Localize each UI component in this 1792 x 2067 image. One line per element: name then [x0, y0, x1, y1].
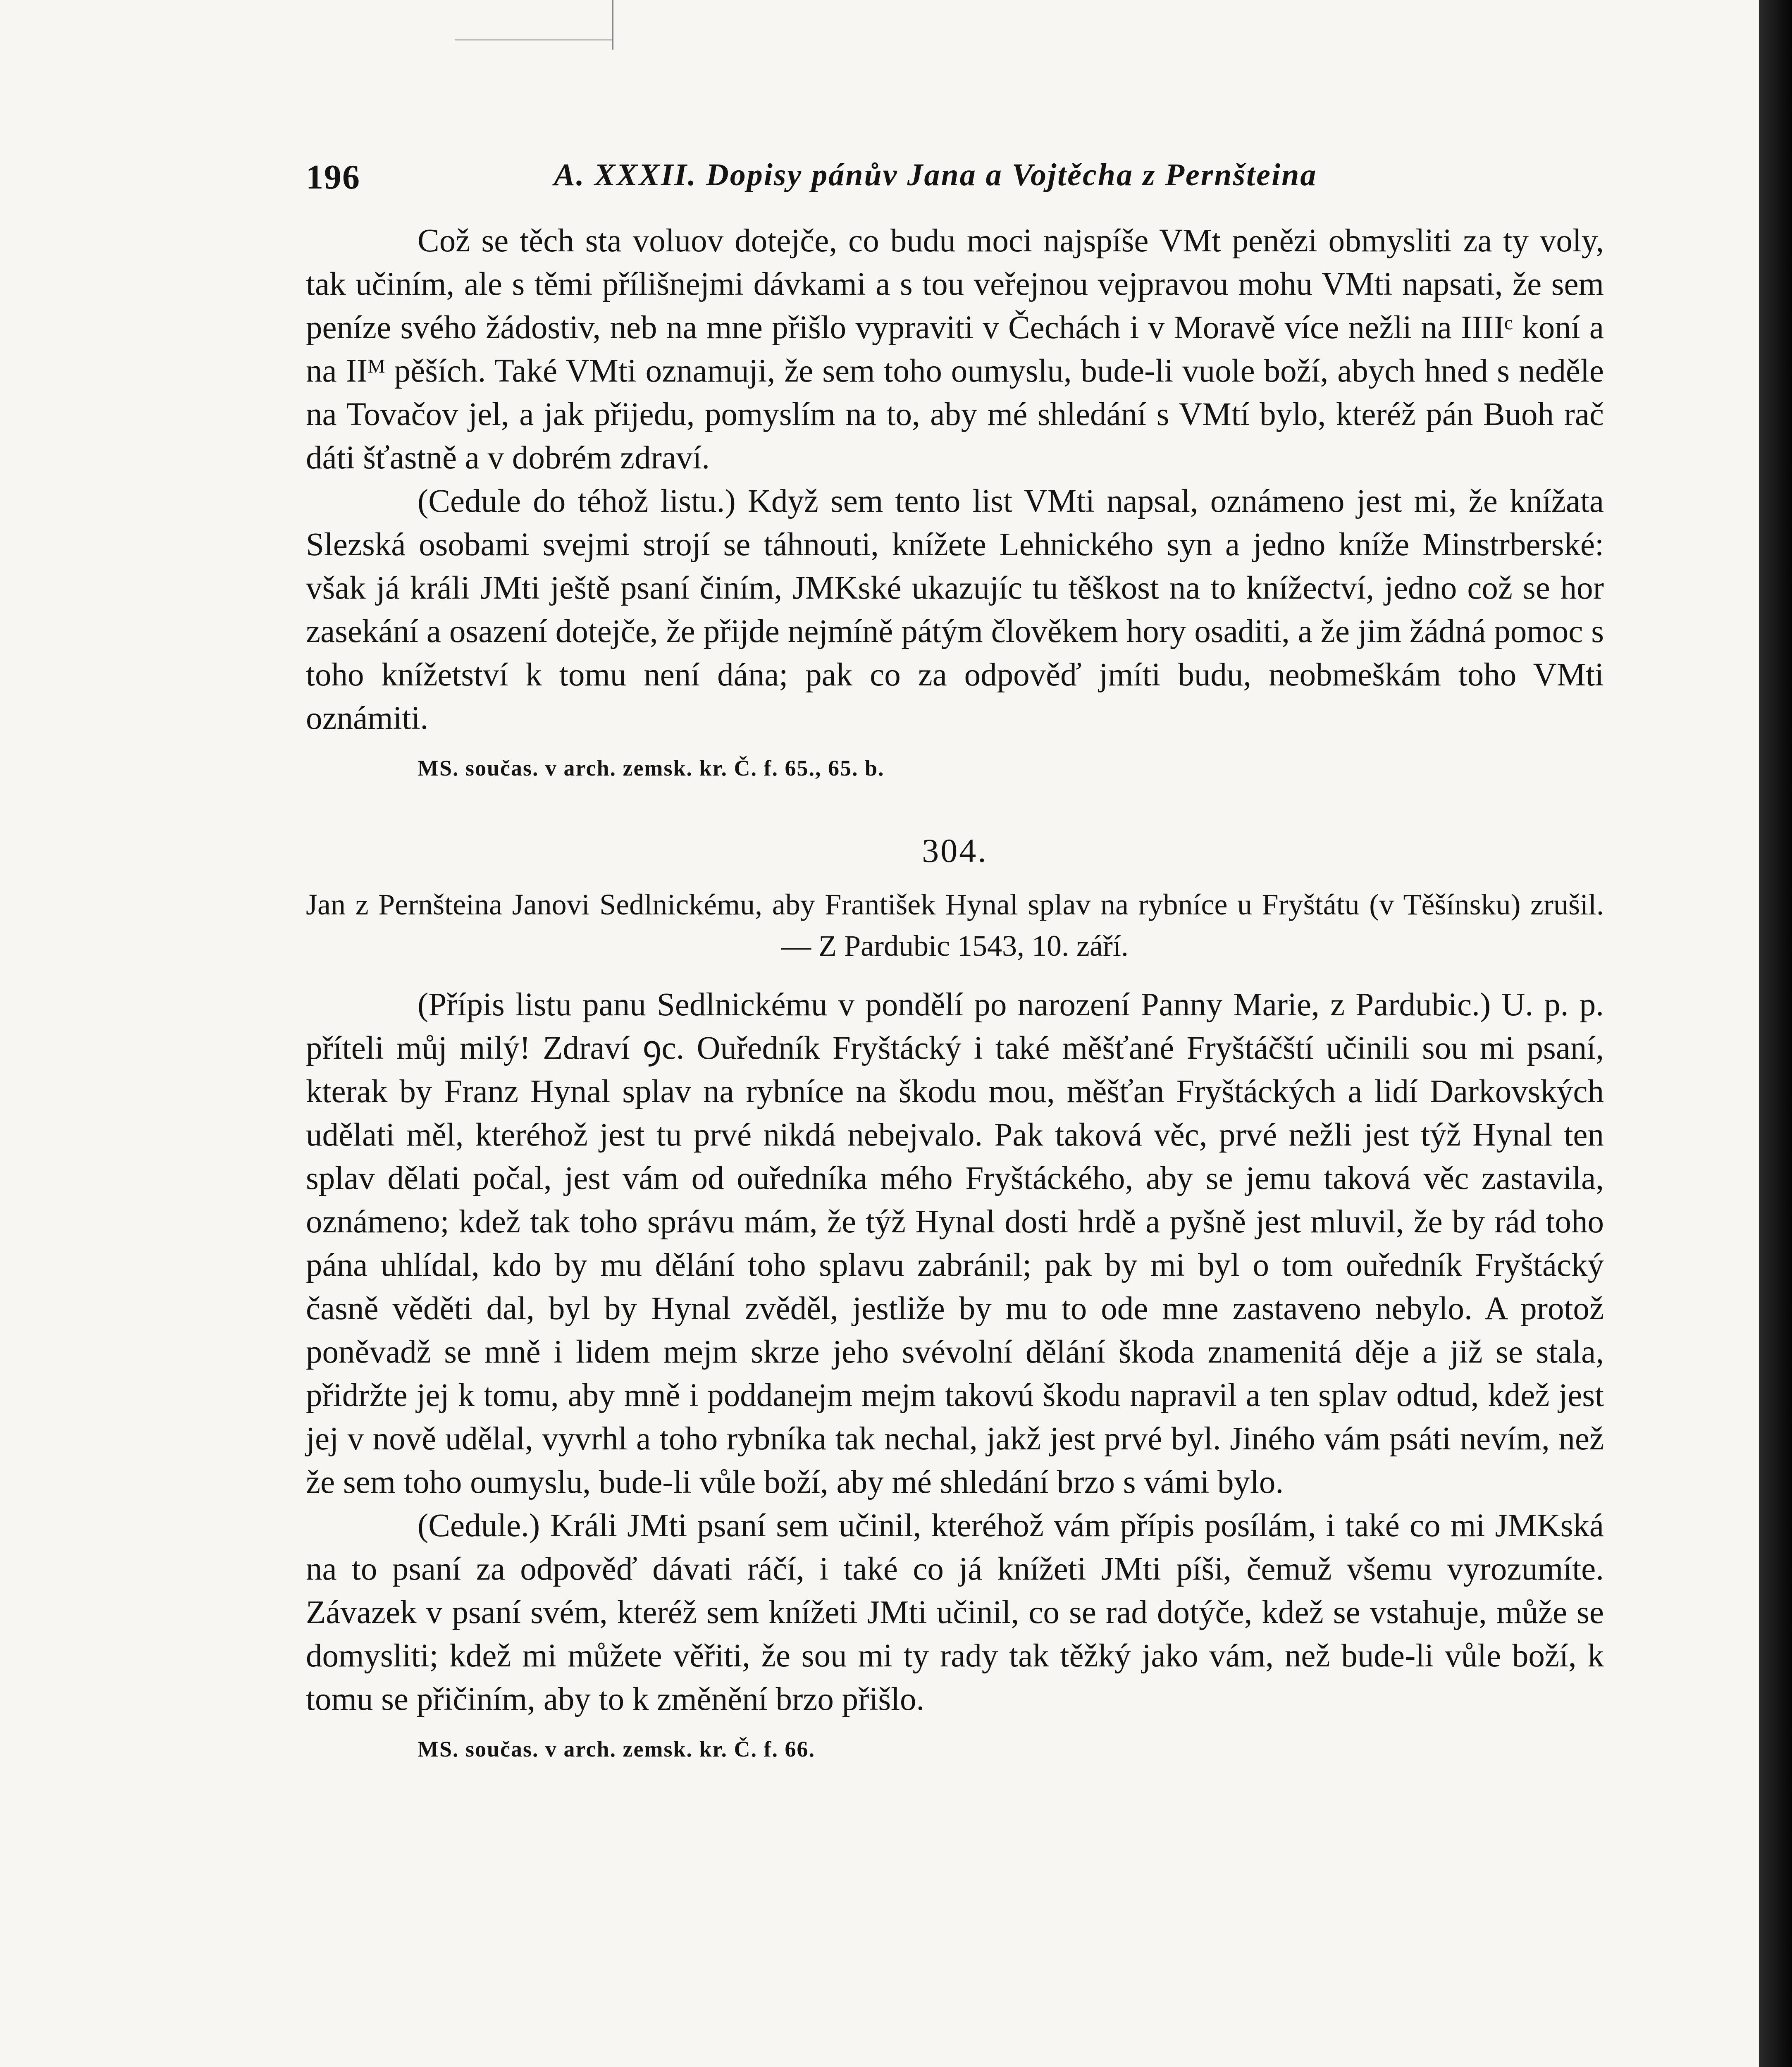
- paragraph: (Cedule.) Králi JMti psaní sem učinil, kteréhož vám přípis posílám, i také co mi JMKská na to psaní za odpověď dávati ráčí, i také co já knížeti JMti píši, čemuž všemu vyrozumíte. Závazek v psaní svém, kteréž sem knížeti JMti učinil, co se rad dotýče, kdež se vstahuje, může se domysliti; kdež mi můžete věřiti, že sou mi ty rady tak těžký jako vám, než bude-li vůle boží, k tomu se přičiním, aby to k změnění brzo přišlo.: [306, 1508, 1604, 1717]
- scan-artifact: [455, 39, 612, 41]
- page-number: 196: [306, 158, 360, 196]
- scan-border: [1759, 0, 1792, 2067]
- document-summary: Jan z Pernšteina Janovi Sedlnickému, aby František Hynal splav na rybníce u Fryštátu (v Těšínsku) zrušil. — Z Pardubic 1543, 10. září.: [306, 888, 1604, 962]
- paragraph: (Cedule do téhož listu.) Když sem tento list VMti napsal, oznámeno jest mi, že knížata Slezská osobami svejmi strojí se táhnouti, knížete Lehnického syn a jedno kníže Minstrberské: však já králi JMti ještě psaní činím, JMKské ukazujíc tu těškost na to knížectví, jedno což se hor zasekání a osazení dotejče, že přijde nejmíně pátým člověkem hory osaditi, a že jim žádná pomoc s toho knížetství k tomu není dána; pak co za odpověď jmíti budu, neobmeškám toho VMti oznámiti.: [306, 483, 1604, 736]
- letter-304: [306, 826, 1604, 1770]
- scan-artifact: [612, 0, 613, 50]
- letter-304-body: [306, 983, 1604, 1770]
- running-title: A. XXXII. Dopisy pánův Jana a Vojtěcha z Pernšteina: [554, 158, 1317, 192]
- page-header: [306, 157, 1604, 219]
- page-content: [306, 157, 1604, 1770]
- paragraph: Což se těch sta voluov dotejče, co budu moci najspíše VMt penězi obmysliti za ty voly, tak učiním, ale s těmi přílišnejmi dávkami a s tou veřejnou vejpravou mohu VMti napsati, že sem peníze svého žádostiv, neb na mne přišlo vypraviti v Čechách i v Moravě více nežli na IIIIᶜ koní a na IIᴹ pěších. Také VMti oznamuji, že sem toho oumyslu, bude-li vuole boží, abych hned s neděle na Tovačov jel, a jak přijedu, pomyslím na to, aby mé shledání s VMtí bylo, kteréž pán Buoh rač dáti šťastně a v dobrém zdraví.: [306, 223, 1604, 476]
- document-number: 304.: [922, 832, 988, 869]
- letter-303-continuation: [306, 219, 1604, 789]
- paragraph: (Přípis listu panu Sedlnickému v pondělí po narození Panny Marie, z Pardubic.) U. p. p. příteli můj milý! Zdraví ꝯc. Ouředník Fryštácký i také měšťané Fryštáčští učinili sou mi psaní, kterak by Franz Hynal splav na rybníce na škodu mou, měšťan Fryštáckých a lidí Darkovských udělati měl, kteréhož jest tu prvé nikdá nebejvalo. Pak taková věc, prvé nežli jest týž Hynal ten splav dělati počal, jest vám od ouředníka mého Fryštáckého, aby se jemu taková věc zastavila, oznámeno; kdež tak toho správu mám, že týž Hynal dosti hrdě a pyšně jest mluvil, že by rád toho pána uhlídal, kdo by mu dělání toho splavu zabránil; pak by mi byl o tom ouředník Fryštácký časně věděti dal, byl by Hynal zvěděl, jestliže by mu to ode mne zastaveno nebylo. A protož poněvadž se mně i lidem mejm skrze jeho svévolní dělání škoda znamenitá děje a již se stala, přidržte jej k tomu, aby mně i poddanejm mejm takovú škodu napravil a ten splav odtud, kdež jest jej v nově udělal, vyvrhl a toho rybníka tak nechal, jakž jest prvé byl. Jiného vám psáti nevím, než že sem toho oumyslu, bude-li vůle boží, aby mé shledání brzo s vámi bylo.: [306, 987, 1604, 1500]
- source-note: MS. součas. v arch. zemsk. kr. Č. f. 66.: [418, 1737, 816, 1761]
- source-note: MS. součas. v arch. zemsk. kr. Č. f. 65., 65. b.: [418, 756, 885, 780]
